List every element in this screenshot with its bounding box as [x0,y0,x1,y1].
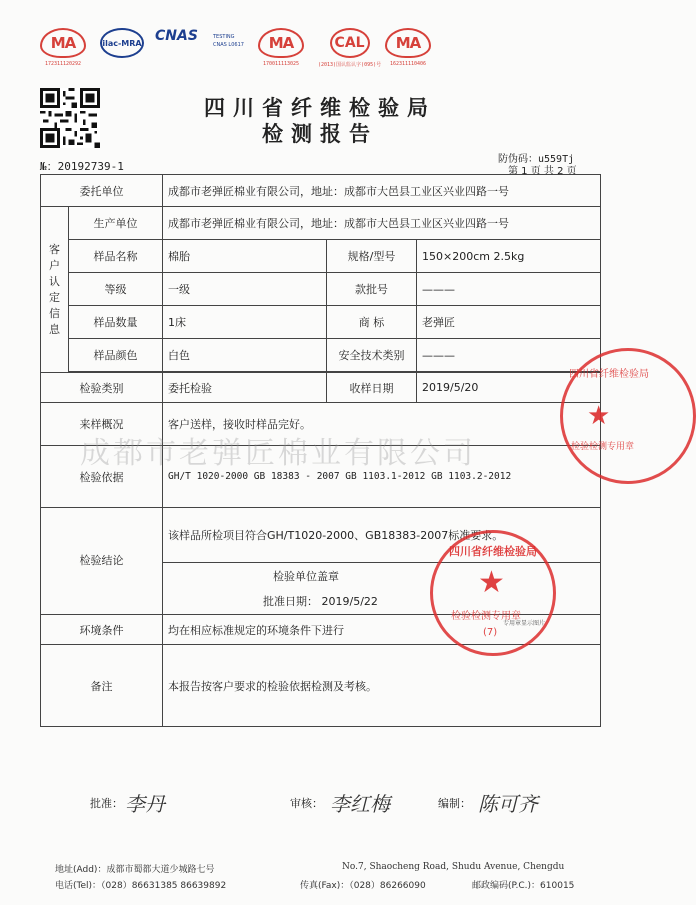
cert-number: 170011113025 [262,61,300,67]
trademark-value: 老弹匠 [417,306,601,339]
conclusion-value: 该样品所检项目符合GH/T1020-2000、GB18383-2007标准要求。 [163,508,601,563]
env-label: 环境条件 [41,615,163,645]
approve-signature: 李丹 [125,792,165,816]
prepare-label: 编制： [438,797,471,810]
table-row [41,373,601,403]
org-title: 四川省纤维检验局 [204,95,436,120]
ma-mark: MA [258,28,304,58]
cnas-mark: CNAS [155,28,198,44]
sample-name-label: 样品名称 [69,240,163,273]
sample-state-value: 客户送样，接收时样品完好。 [163,403,601,446]
color-label: 样品颜色 [69,339,163,372]
env-value: 均在相应标准规定的环境条件下进行 [163,615,601,645]
table-row [41,306,601,339]
client-value: 成都市老弹匠棉业有限公司，地址：成都市大邑县工业区兴业四路一号 [163,175,601,207]
batch-value: ——— [417,273,601,306]
producer-label: 生产单位 [69,207,163,240]
cal-logo [318,28,381,68]
table-row [41,339,601,372]
sample-name-value: 棉胎 [163,240,327,273]
remark-value: 本报告按客户要求的检验依据检测及考核。 [163,645,601,727]
cert-number: 172311120292 [44,61,82,67]
received-label: 收样日期 [327,373,417,403]
batch-label: 款批号 [327,273,417,306]
seal-text: 检验单位盖章 [163,563,601,589]
qty-value: 1床 [163,306,327,339]
table-row [41,175,601,207]
received-value: 2019/5/20 [417,373,601,403]
stamp-center-num: (7) [483,627,498,638]
grade-value: 一级 [163,273,327,306]
ma-mark: MA [385,28,431,58]
stamp-center-sub: 检验检测专用章 [451,611,521,622]
review-label: 审核： [290,797,323,810]
cert-number: (2013)国认监认字(095)号 [318,62,382,68]
stamp-right-sub: 检验检测专用章 [571,442,635,452]
footer-fax: 传真(Fax)：（028）86266090 [300,881,426,891]
footer-address-en: No.7, Shaocheng Road, Shudu Avenue, Chengdu [342,862,565,872]
client-label: 委托单位 [41,175,163,207]
type-label: 检验类别 [41,373,163,403]
trademark-label: 商 标 [327,306,417,339]
prepare-signature: 陈可齐 [478,792,538,816]
cnas-text [213,33,244,49]
cnas-line-2: CNAS L0617 [213,42,244,48]
safety-value: ——— [417,339,601,372]
ma-logo-2 [258,28,304,68]
table-row [41,645,601,727]
type-value: 委托检验 [163,373,327,403]
remark-label: 备注 [41,645,163,727]
stamp-center-text: 四川省纤维检验局 [449,545,537,558]
spec-label: 规格/型号 [327,240,417,273]
cal-mark: CAL [330,28,370,58]
cert-number: 162311110406 [389,61,427,67]
qty-label: 样品数量 [69,306,163,339]
footer-postcode: 邮政编码(P.C.)：610015 [472,881,575,891]
basis-label: 检验依据 [41,446,163,508]
report-number: №：20192739-1 [40,160,124,173]
customer-group-label: 客户认定信息 [41,207,69,373]
sample-state-label: 来样概况 [41,403,163,446]
footer-tel: 电话(Tel)：（028）86631385 86639892 [55,881,227,891]
conclusion-label: 检验结论 [41,508,163,615]
ma-logo-3 [385,28,431,68]
cnas-line-1: TESTING [213,34,235,40]
review-signature: 李红梅 [330,792,390,816]
anti-fake-code: 防伪码：u559Tj [498,154,575,165]
star-icon: ★ [478,565,505,600]
table-row [41,240,601,273]
basis-value: GH/T 1020-2000 GB 18383 - 2007 GB 1103.1-2012 GB 1103.2-2012 [163,446,601,508]
ma-logo-1 [40,28,86,68]
ilac-mark: ilac-MRA [100,28,144,58]
approve-date: 批准日期： 2019/5/22 [163,589,601,615]
approve-label: 批准： [90,797,123,810]
star-icon: ★ [587,401,611,431]
report-title: 检测报告 [262,121,378,146]
footer-address-cn: 地址(Add)：成都市蜀都大道少城路七号 [55,865,215,875]
stamp-center [430,530,556,656]
table-row [41,207,601,240]
grade-label: 等级 [69,273,163,306]
ma-mark: MA [40,28,86,58]
cnas-logo [155,28,198,68]
stamp-note: 专用章显示图片 [503,620,546,627]
spec-value: 150×200cm 2.5kg [417,240,601,273]
table-row [41,273,601,306]
watermark: 成都市老弹匠棉业有限公司 [80,436,476,471]
stamp-right-text: 四川省纤维检验局 [569,369,649,380]
page-info: 第 1 页 共 2 页 [508,166,577,177]
producer-value: 成都市老弹匠棉业有限公司，地址：成都市大邑县工业区兴业四路一号 [163,207,601,240]
stamp-right [560,348,696,484]
safety-label: 安全技术类别 [327,339,417,372]
color-value: 白色 [163,339,327,372]
ilac-logo [100,28,144,68]
